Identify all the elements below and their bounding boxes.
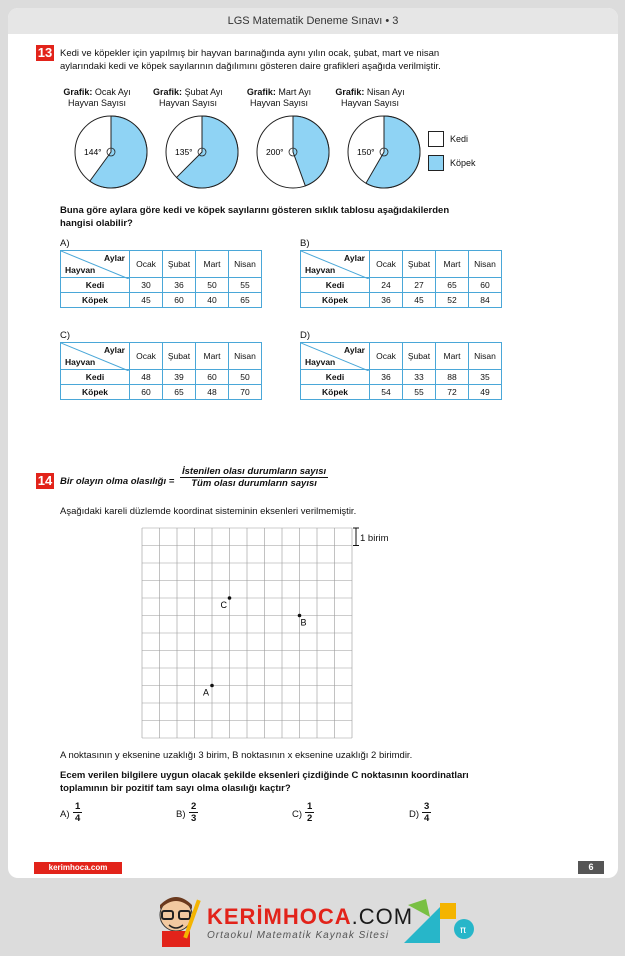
aylar-label: Aylar [104, 345, 125, 355]
frequency-table-3[interactable] [300, 342, 502, 400]
pie-caption-line2: Hayvan Sayısı [249, 98, 309, 108]
question-13-number: 13 [37, 45, 53, 60]
month-header: Ocak [370, 251, 403, 278]
point-a [210, 684, 214, 688]
table-cell: 48 [196, 385, 229, 400]
brand-part3: .COM [351, 904, 414, 929]
pie-chart-1 [163, 113, 241, 191]
month-header: Mart [196, 343, 229, 370]
brand-subtitle: Ortaokul Matematik Kaynak Sitesi [207, 930, 390, 941]
fraction-denominator: 4 [424, 813, 430, 824]
fraction-denominator: 2 [307, 813, 313, 824]
month-header: Nisan [469, 343, 502, 370]
legend-kopek-swatch [428, 155, 444, 171]
table-cell: 84 [469, 293, 502, 308]
table-cell: 30 [130, 278, 163, 293]
row-label: Köpek [301, 293, 370, 308]
month-header: Nisan [229, 251, 262, 278]
pie-caption-month: Şubat Ayı [182, 87, 223, 97]
square-grid [140, 526, 400, 741]
pie-angle-label: 135° [175, 147, 193, 157]
answer-option-2[interactable]: C) [292, 809, 303, 820]
fraction-denominator: 3 [191, 813, 197, 824]
table-cell: 24 [370, 278, 403, 293]
table-cell: 50 [229, 370, 262, 385]
hayvan-label: Hayvan [65, 357, 96, 367]
fraction-numerator: 2 [191, 801, 197, 812]
row-label: Kedi [61, 278, 130, 293]
point-label-a: A [203, 687, 210, 698]
frequency-table-2[interactable] [60, 342, 262, 400]
pie-angle-label: 200° [266, 147, 284, 157]
pie-caption-line2: Hayvan Sayısı [158, 98, 218, 108]
frequency-table-1[interactable] [300, 250, 502, 308]
probability-numerator: İstenilen olası durumların sayısı [182, 466, 327, 477]
q13-text-line2: aylarındaki kedi ve köpek sayılarının dağılımını gösteren daire grafikleri aşağıda verilmiştir. [60, 61, 441, 72]
mascot-icon [150, 893, 202, 949]
month-header: Mart [196, 251, 229, 278]
table-cell: 36 [163, 278, 196, 293]
option-label[interactable]: A) [60, 238, 70, 249]
pie-caption-bold: Grafik: [63, 87, 93, 97]
hayvan-label: Hayvan [65, 265, 96, 275]
row-label: Köpek [301, 385, 370, 400]
table-cell: 27 [403, 278, 436, 293]
pie-caption-month: Nisan Ayı [364, 87, 405, 97]
table-cell: 33 [403, 370, 436, 385]
probability-formula [180, 466, 328, 489]
month-header: Şubat [403, 343, 436, 370]
table-corner-header [61, 343, 130, 370]
brand-part1: KERİM [207, 904, 283, 929]
q14-question-line2: toplamının bir pozitif tam sayı olma olasılığı kaçtır? [60, 783, 291, 794]
pie-caption-bold: Grafik: [153, 87, 183, 97]
pie-caption-month: Mart Ayı [275, 87, 312, 97]
fraction-numerator: 1 [75, 801, 81, 812]
q13-question-line2: hangisi olabilir? [60, 218, 133, 229]
answer-option-1[interactable]: B) [176, 809, 186, 820]
table-cell: 55 [403, 385, 436, 400]
table-cell: 60 [130, 385, 163, 400]
table-cell: 52 [436, 293, 469, 308]
month-header: Ocak [370, 343, 403, 370]
month-header: Şubat [163, 251, 196, 278]
fraction-numerator: 3 [424, 801, 430, 812]
grid-description: Aşağıdaki kareli düzlemde koordinat sisteminin eksenleri verilmemiştir. [60, 506, 357, 517]
aylar-label: Aylar [344, 253, 365, 263]
month-header: Nisan [229, 343, 262, 370]
legend-kopek-label: Köpek [450, 158, 476, 168]
frequency-table-0[interactable] [60, 250, 262, 308]
table-cell: 36 [370, 370, 403, 385]
option-label[interactable]: B) [300, 238, 310, 249]
legend-kedi-swatch [428, 131, 444, 147]
table-corner-header [301, 251, 370, 278]
svg-text:π: π [460, 925, 467, 936]
table-cell: 40 [196, 293, 229, 308]
fraction-denominator: 4 [75, 813, 81, 824]
q13-text-line1: Kedi ve köpekler için yapılmış bir hayvan barınağında aynı yılın ocak, şubat, mart ve nisan [60, 48, 440, 59]
point-label-c: C [220, 600, 227, 610]
table-cell: 45 [130, 293, 163, 308]
pie-caption-line2: Hayvan Sayısı [67, 98, 127, 108]
month-header: Şubat [163, 343, 196, 370]
row-label: Kedi [301, 370, 370, 385]
hayvan-label: Hayvan [305, 265, 336, 275]
probability-denominator: Tüm olası durumların sayısı [180, 477, 328, 489]
table-cell: 39 [163, 370, 196, 385]
table-cell: 55 [229, 278, 262, 293]
answer-option-0[interactable]: A) [60, 809, 70, 820]
row-label: Köpek [61, 293, 130, 308]
table-cell: 50 [196, 278, 229, 293]
table-cell: 72 [436, 385, 469, 400]
unit-label: 1 birim [360, 533, 389, 544]
pie-caption-2 [234, 87, 324, 109]
pie-angle-label: 150° [357, 147, 375, 157]
month-header: Mart [436, 343, 469, 370]
table-cell: 70 [229, 385, 262, 400]
answer-fraction[interactable] [189, 801, 198, 824]
q14-question-line1: Ecem verilen bilgilere uygun olacak şekilde eksenleri çizdiğinde C noktasının koordinatları [60, 770, 469, 781]
table-cell: 35 [469, 370, 502, 385]
table-cell: 88 [436, 370, 469, 385]
answer-fraction[interactable] [73, 801, 82, 824]
math-tools-icon [400, 897, 476, 947]
table-corner-header [301, 343, 370, 370]
pie-caption-bold: Grafik: [246, 87, 276, 97]
page-header: LGS Matematik Deneme Sınavı • 3 [8, 8, 618, 34]
table-corner-header [61, 251, 130, 278]
month-header: Şubat [403, 251, 436, 278]
pie-caption-month: Ocak Ayı [92, 87, 131, 97]
table-cell: 60 [196, 370, 229, 385]
row-label: Köpek [61, 385, 130, 400]
month-header: Mart [436, 251, 469, 278]
brand-part2: HOCA [282, 904, 352, 929]
month-header: Ocak [130, 343, 163, 370]
answer-fraction[interactable] [422, 801, 431, 824]
table-cell: 60 [163, 293, 196, 308]
answer-fraction[interactable] [305, 801, 314, 824]
option-label[interactable]: D) [300, 330, 311, 341]
q14-info: A noktasının y eksenine uzaklığı 3 birim, B noktasının x eksenine uzaklığı 2 birimdir. [60, 750, 413, 761]
table-cell: 65 [163, 385, 196, 400]
answer-option-3[interactable]: D) [409, 809, 420, 820]
question-14-number: 14 [37, 473, 53, 488]
aylar-label: Aylar [344, 345, 365, 355]
pie-chart-2 [254, 113, 332, 191]
pie-caption-3 [325, 87, 415, 109]
hayvan-label: Hayvan [305, 357, 336, 367]
row-label: Kedi [301, 278, 370, 293]
month-header: Nisan [469, 251, 502, 278]
point-label-b: B [300, 617, 307, 628]
table-cell: 45 [403, 293, 436, 308]
q13-question-line1: Buna göre aylara göre kedi ve köpek sayılarını gösteren sıklık tablosu aşağıdakilerden [60, 205, 450, 216]
unit-bracket [353, 528, 359, 546]
footer-site-logo[interactable]: kerimhoca.com [34, 862, 122, 874]
pie-caption-line2: Hayvan Sayısı [340, 98, 400, 108]
option-label[interactable]: C) [60, 330, 71, 341]
pie-angle-label: 144° [84, 147, 102, 157]
table-cell: 49 [469, 385, 502, 400]
pie-caption-1 [143, 87, 233, 109]
table-cell: 36 [370, 293, 403, 308]
fraction-numerator: 1 [307, 801, 313, 812]
table-cell: 48 [130, 370, 163, 385]
aylar-label: Aylar [104, 253, 125, 263]
point-c [228, 596, 232, 600]
page-number: 6 [578, 861, 604, 874]
row-label: Kedi [61, 370, 130, 385]
pie-chart-0 [72, 113, 150, 191]
month-header: Ocak [130, 251, 163, 278]
table-cell: 54 [370, 385, 403, 400]
probability-label: Bir olayın olma olasılığı = [60, 476, 175, 487]
table-cell: 65 [436, 278, 469, 293]
table-cell: 65 [229, 293, 262, 308]
legend-kedi-label: Kedi [450, 134, 469, 144]
pie-caption-bold: Grafik: [335, 87, 365, 97]
table-cell: 60 [469, 278, 502, 293]
pie-caption-0 [52, 87, 142, 109]
pie-chart-3 [345, 113, 423, 191]
brand-wordmark [207, 904, 413, 930]
